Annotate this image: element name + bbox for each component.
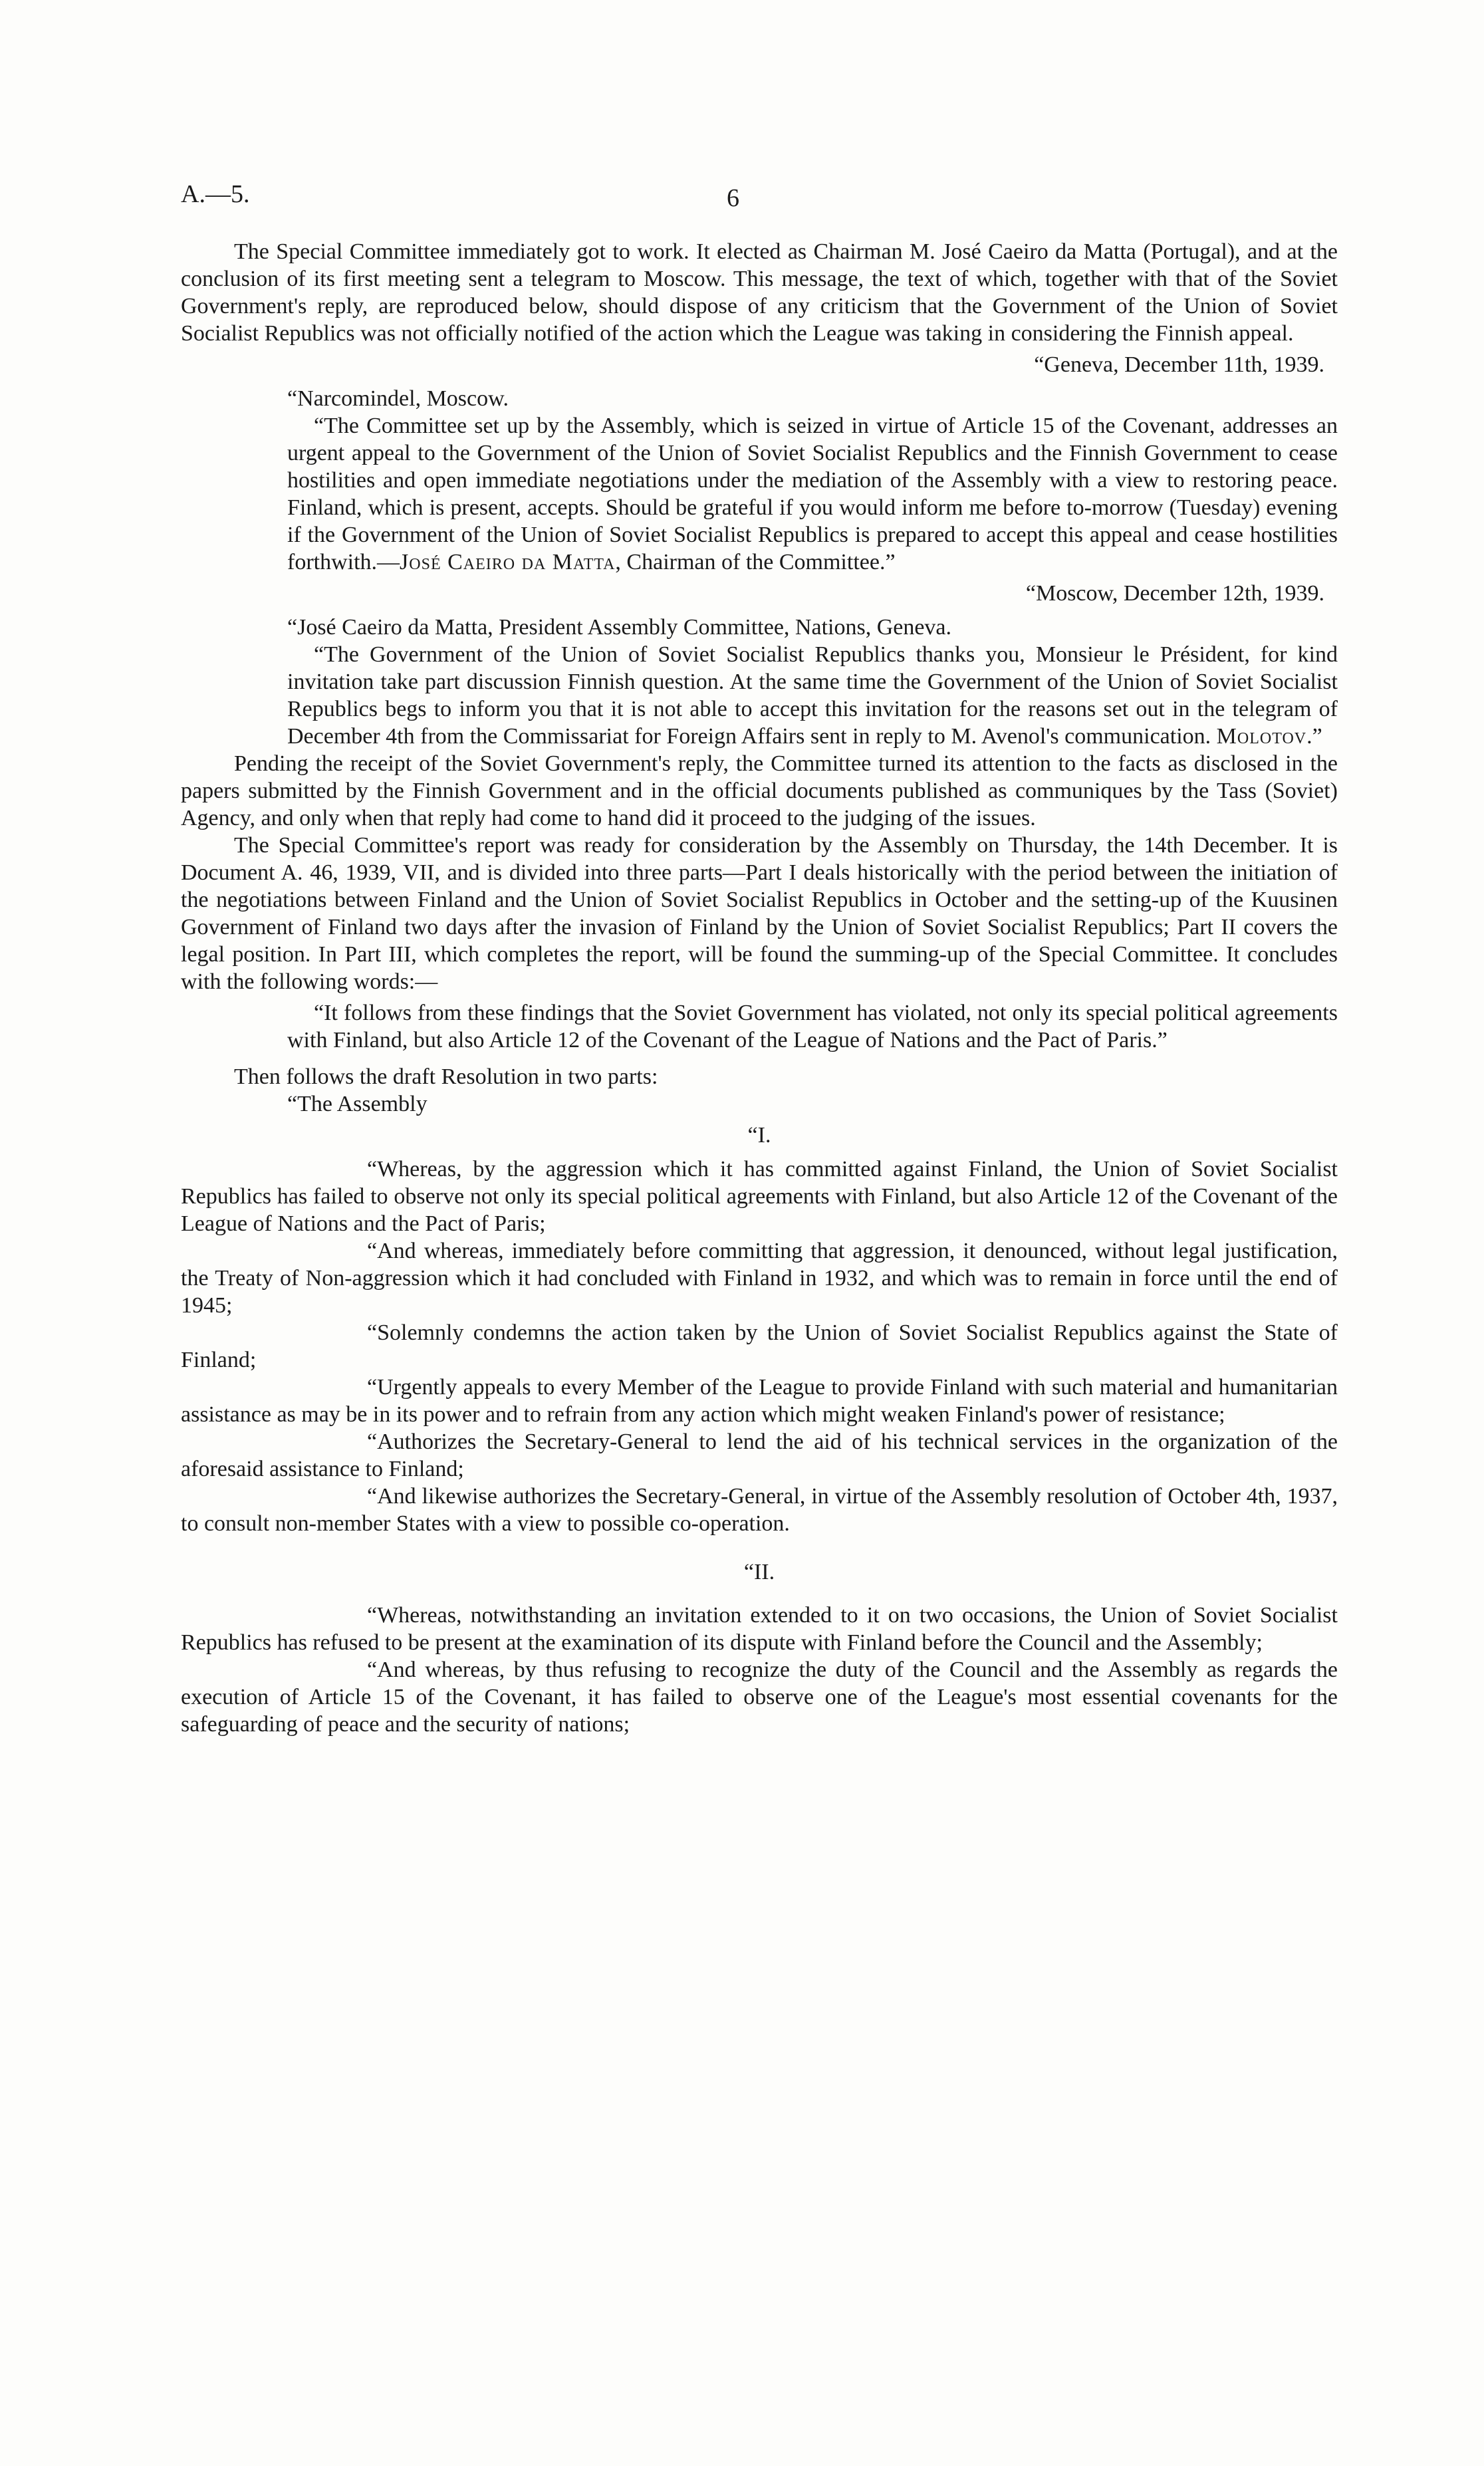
resolution-clause: “Urgently appeals to every Member of the League to provide Finland with such material and humanitarian assistance as may be in its power and to refrain from any action which might weaken Finland's power of resistance;: [181, 1375, 1338, 1427]
telegram-to-moscow: [181, 412, 1338, 576]
telegram-addressee-moscow: “Narcomindel, Moscow.: [287, 386, 509, 411]
resolution-clause: “Solemnly condemns the action taken by the Union of Soviet Socialist Republics against the State of Finland;: [181, 1320, 1338, 1372]
resolution-clause: “Whereas, by the aggression which it has committed against Finland, the Union of Soviet Socialist Republics has failed to observe not only its special political agreements with Finland, but also Article 12 of the Covenant of the League of Nations and the Pact of Paris;: [181, 1157, 1338, 1236]
dateline-geneva: “Geneva, December 11th, 1939.: [1034, 352, 1324, 377]
intro-paragraph: The Special Committee immediately got to work. It elected as Chairman M. José Caeiro da Matta (Portugal), and at the conclusion of its first meeting sent a telegram to Moscow. This message, the text of which, together with that of the Soviet Government's reply, are reproduced below, should dispose of any criticism that the Government of the Union of Soviet Socialist Republics was not officially notified of the action which the League was taking in considering the Finnish appeal.: [181, 239, 1338, 346]
dateline-moscow: “Moscow, December 12th, 1939.: [1025, 581, 1324, 606]
resolution-clause: “And whereas, by thus refusing to recognize the duty of the Council and the Assembly as regards the execution of Article 15 of the Covenant, it has failed to observe one of the League's most essential covenants for the safeguarding of peace and the security of nations;: [181, 1658, 1338, 1737]
findings-quote: “It follows from these findings that the Soviet Government has violated, not only its special political agreements with Finland, but also Article 12 of the Covenant of the League of Nations and the Pact of Paris.”: [287, 1001, 1338, 1052]
page-number: 6: [727, 184, 739, 212]
draft-resolution-intro: Then follows the draft Resolution in two parts:: [234, 1064, 658, 1089]
telegram-reply-signature: Molotov: [1216, 724, 1307, 749]
telegram-to-moscow-signature: José Caeiro da Matta: [400, 550, 616, 574]
resolution-clause: “Authorizes the Secretary-General to lend the aid of his technical services in the organization of the aforesaid assistance to Finland;: [181, 1429, 1338, 1481]
assembly-heading: “The Assembly: [287, 1092, 428, 1116]
part-two-heading: “II.: [743, 1560, 775, 1584]
resolution-clause: “And whereas, immediately before committing that aggression, it denounced, without legal justification, the Treaty of Non-aggression which it had concluded with Finland in 1932, and which was to remain in force until the end of 1945;: [181, 1239, 1338, 1318]
page-header: [0, 180, 1484, 219]
report-paragraph: The Special Committee's report was ready for consideration by the Assembly on Thursday, the 14th December. It is Document A. 46, 1939, VII, and is divided into three parts—Part I deals historically with the period between the initiation of the negotiations between Finland and the Union of Soviet Socialist Republics in October and the setting-up of the Kuusinen Government of Finland two days after the invasion of Finland by the Union of Soviet Socialist Republics; Part II covers the legal position. In Part III, which completes the report, will be found the summing-up of the Special Committee. It concludes with the following words:—: [181, 833, 1338, 994]
document-reference: A.—5.: [181, 180, 250, 208]
document-body: [181, 238, 1338, 1738]
telegram-reply-end: .”: [1306, 724, 1322, 749]
resolution-clause: “And likewise authorizes the Secretary-General, in virtue of the Assembly resolution of October 4th, 1937, to consult non-member States with a view to possible co-operation.: [181, 1484, 1338, 1536]
pending-paragraph: Pending the receipt of the Soviet Government's reply, the Committee turned its attention to the facts as disclosed in the papers submitted by the Finnish Government and in the official documents published as communiques by the Tass (Soviet) Agency, and only when that reply had come to hand did it proceed to the judging of the issues.: [181, 751, 1338, 830]
telegram-to-moscow-text: “The Committee set up by the Assembly, which is seized in virtue of Article 15 of the Covenant, addresses an urgent appeal to the Government of the Union of Soviet Socialist Republics and the Finnish Government to cease hostilities and open immediate negotiations under the mediation of the Assembly with a view to restoring peace. Finland, which is present, accepts. Should be grateful if you would inform me before to-morrow (Tuesday) evening if the Government of the Union of Soviet Socialist Republics is prepared to accept this appeal and cease hostilities forthwith.—: [287, 414, 1338, 574]
telegram-addressee-geneva: “José Caeiro da Matta, President Assembly Committee, Nations, Geneva.: [287, 615, 952, 640]
telegram-reply-text: “The Government of the Union of Soviet Socialist Republics thanks you, Monsieur le Président, for kind invitation take part discussion Finnish question. At the same time the Government of the Union of Soviet Socialist Republics begs to inform you that it is not able to accept this invitation for the reasons set out in the telegram of December 4th from the Commissariat for Foreign Affairs sent in reply to M. Avenol's communication.: [287, 642, 1338, 749]
part-one-heading: “I.: [747, 1123, 771, 1148]
telegram-to-moscow-end: , Chairman of the Committee.”: [615, 550, 896, 574]
telegram-reply: [181, 641, 1338, 750]
resolution-clause: “Whereas, notwithstanding an invitation extended to it on two occasions, the Union of Soviet Socialist Republics has refused to be present at the examination of its dispute with Finland before the Council and the Assembly;: [181, 1603, 1338, 1655]
